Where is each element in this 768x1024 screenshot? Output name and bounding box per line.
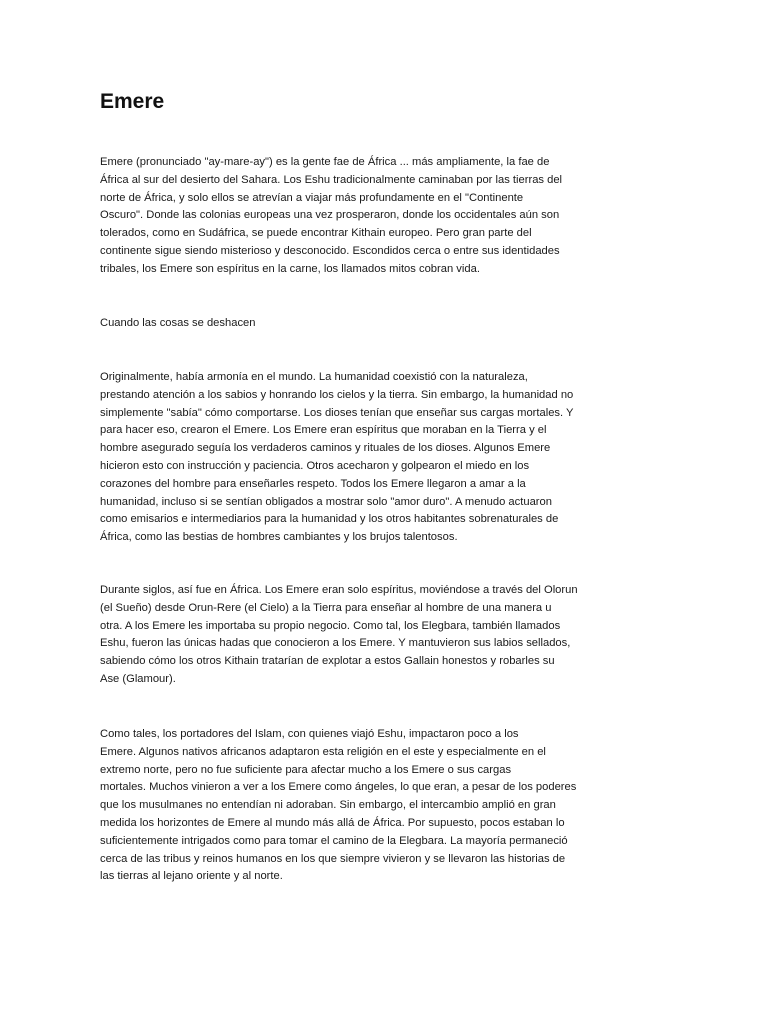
body-paragraph-islam: Como tales, los portadores del Islam, con quienes viajó Eshu, impactaron poco a los Emere. Algunos nativos africanos adaptaron esta religión en el este y especialmente en el extremo norte, pero no fue suficiente para afectar mucho a los Emere o sus cargas mortales. Muchos vinieron a ver a los Emere como ángeles, lo que eran, a pesar de los poderes que los musulmanes no entendían ni adoraban. Sin embargo, el intercambio amplió en gran medida los horizontes de Emere al mundo más allá de África. Por supuesto, pocos estaban lo suficientemente intrigados como para tomar el camino de la Elegbara. La mayoría permaneció cerca de las tribus y reinos humanos en los que siempre vivieron y se llevaron las historias de las tierras al lejano oriente y al norte. <box>100 728 577 883</box>
body-paragraph-harmony: Originalmente, había armonía en el mundo. La humanidad coexistió con la naturaleza, prestando atención a los sabios y honrando los cielos y la tierra. Sin embargo, la humanidad no simplemente "sabía" cómo comportarse. Los dioses tenían que enseñar sus cargas mortales. Y para hacer eso, crearon el Emere. Los Emere eran espíritus que moraban en la Tierra y el hombre asegurado seguía los verdaderos caminos y rituales de los dioses. Algunos Emere hicieron esto con instrucción y paciencia. Otros acecharon y golpearon el miedo en los corazones del hombre para enseñarles respeto. Todos los Emere llegaron a amar a la humanidad, incluso si se sentían obligados a mostrar solo "amor duro". A menudo actuaron como emisarios e intermediarios para la humanidad y los otros habitantes sobrenaturales de África, como las bestias de hombres cambiantes y los brujos talentosos. <box>100 371 574 544</box>
section-heading: Cuando las cosas se deshacen <box>100 317 256 329</box>
intro-paragraph: Emere (pronunciado "ay-mare-ay") es la gente fae de África ... más ampliamente, la fae de África al sur del desierto del Sahara. Los Eshu tradicionalmente caminaban por las tierras del norte de África, y solo ellos se atrevían a viajar más profundamente en el "Continente Oscuro". Donde las colonias europeas una vez prosperaron, donde los occidentales aún son tolerados, como en Sudáfrica, se puede encontrar Kithain europeo. Pero gran parte del continente sigue siendo misterioso y desconocido. Escondidos cerca o entre sus identidades tribales, los Emere son espíritus en la carne, los llamados mitos cobran vida. <box>100 156 563 275</box>
body-paragraph-centuries: Durante siglos, así fue en África. Los Emere eran solo espíritus, moviéndose a través del Olorun (el Sueño) desde Orun-Rere (el Cielo) a la Tierra para enseñar al hombre de una manera u otra. A los Emere les importaba su propio negocio. Como tal, los Elegbara, también llamados Eshu, fueron las únicas hadas que conocieron a los Emere. Y mantuvieron sus labios sellados, sabiendo cómo los otros Kithain tratarían de explotar a estos Gallain honestos y robarles su Ase (Glamour). <box>100 584 578 685</box>
document-title: Emere <box>100 90 165 113</box>
